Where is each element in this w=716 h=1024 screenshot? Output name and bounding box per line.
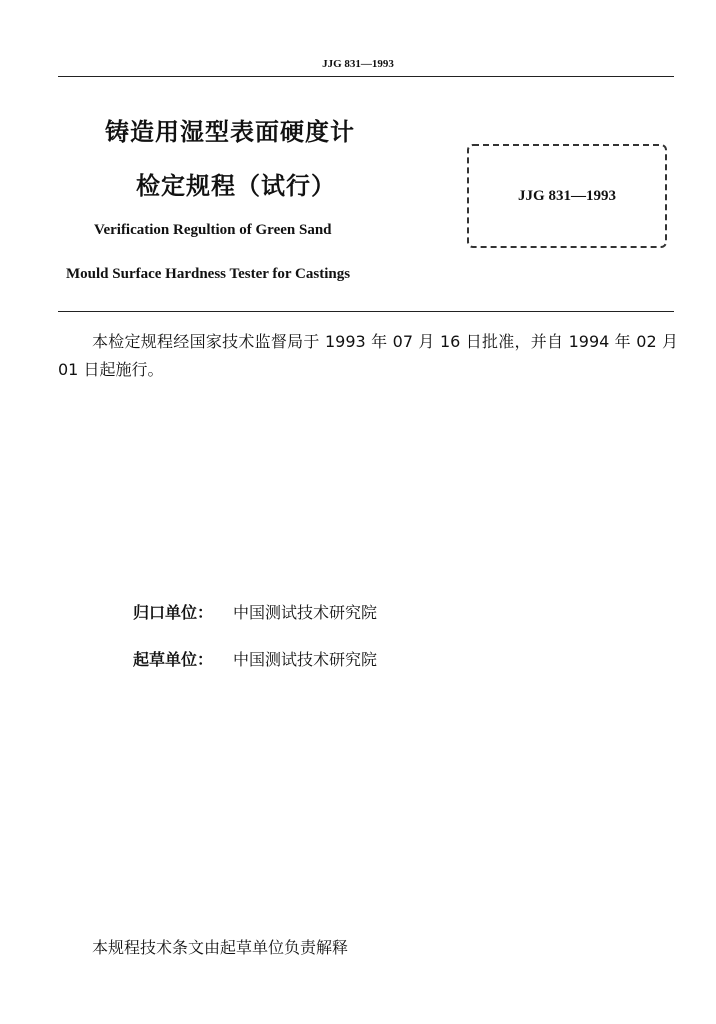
responsible-unit-row: [133, 600, 377, 623]
drafting-unit-value: 中国测试技术研究院: [233, 650, 378, 669]
title-english-line2: Mould Surface Hardness Tester for Castings: [66, 266, 351, 282]
responsible-unit-label: 归口单位：: [133, 603, 214, 622]
title-english-line1: Verification Regultion of Green Sand: [94, 222, 332, 238]
drafting-unit-label: 起草单位：: [133, 650, 214, 669]
standard-code: JJG 831—1993: [518, 187, 616, 204]
title-divider: [58, 311, 674, 312]
title-chinese-line2: 检定规程（试行）: [136, 172, 336, 200]
title-chinese-line1: 铸造用湿型表面硬度计: [105, 118, 355, 146]
approval-paragraph: 本检定规程经国家技术监督局于 1993 年 07 月 16 日批准，并自 1994 年 02 月 01 日起施行。: [58, 332, 678, 379]
interpretation-note: 本规程技术条文由起草单位负责解释: [92, 938, 349, 957]
responsible-unit-value: 中国测试技术研究院: [233, 603, 378, 622]
drafting-unit-row: [133, 647, 377, 670]
standard-code-box: [467, 144, 667, 248]
header-divider: [58, 76, 674, 77]
header-code: JJG 831—1993: [322, 58, 394, 70]
